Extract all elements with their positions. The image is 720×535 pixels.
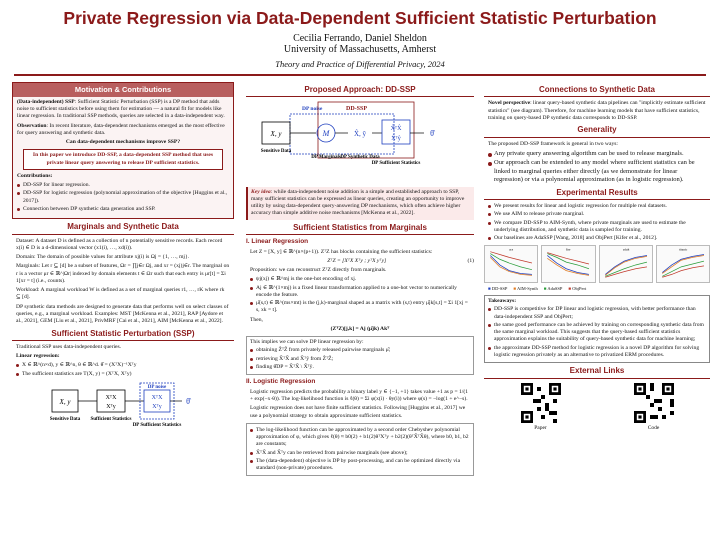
takeaways-list [488,306,706,359]
dd-noise-box [290,114,394,154]
contribution-item: Connection between DP synthetic data generation and SSP. [17,206,229,213]
generality-intro: The proposed DD-SSP framework is general in two ways: [488,140,618,147]
authors: Cecilia Ferrando, Daniel Sheldon [293,33,427,44]
ssp-data-text: X, y [59,397,71,406]
ssp-dp-t1: XᵀX [151,394,163,401]
then-label: Then, [250,316,263,323]
contribution-item: DD-SSP for linear regression. [17,182,229,189]
logistic-list [250,427,470,473]
ssp-dp-t2: Xᵀy [152,403,162,410]
dd-t1: X̂ᵀX̂ [390,126,402,133]
ssp-diagram [12,380,234,440]
qr-icon [521,383,561,423]
ddssp-diagram [246,100,474,180]
results-panel [599,245,653,283]
experiments-list [488,203,706,242]
poster-title: Private Regression via Data-Dependent Sufficient Statistic Perturbation [63,8,657,28]
legend-entry: ■ AdaSSP [543,286,563,292]
legend-entry: ■ DD-SSP [488,286,508,292]
results-panel [541,245,595,283]
qr-icon [634,383,674,423]
marginals-def: Marginals: Let r ⊆ [d] be a subset of features, Ωr = ∏j∈r Ωj, and xr = (xj)j∈r. The marginal on r is a vector μr ∈ ℝ^|Ωr| indexed by domain elements t ∈ Ωr such that each entry is μr[t] = Σi 1[xr = t] (i.e., counts). [16,263,230,284]
linear-intro: Let Z = [X, y] ∈ ℝ^(n×(p+1)). ZᵀZ has blocks containing the sufficient statistics: [250,248,433,255]
conference: Theory and Practice of Differential Privacy, 2024 [275,59,445,69]
approach-title: Proposed Approach: DD-SSP [246,85,474,97]
proposition-item: Aj ∈ ℝ^(1×mj) is a fixed linear transformation applied to a one-hot vector to numerically encode the feature. [250,285,470,300]
logistic-title: II. Logistic Regression [246,378,316,386]
dd-data-label: Sensitive Data [260,149,292,155]
marginals-synth: DP synthetic data methods are designed to generate data that performs well on select classes of queries, e.g., a marginal workload. Examples: MST [McKenna et al., 2021], RAP [Aydore et al., 2021], GEM [Liu et al., 2021], PrivMRF [Cai et al., 2021], AIM [McKenna et al., 2022]. [16,303,229,325]
affiliation: University of Massachusetts, Amherst [283,44,437,55]
ssp-title: Sufficient Statistic Perturbation (SSP) [12,329,234,341]
results-figures [484,245,710,283]
poster-header [0,0,720,78]
ssp-t1: XᵀX [105,394,117,401]
logistic-item: The log-likelihood function can be approximated by a second order Chebyshev polynomial approximation of φ, which gives ℓ(θ) ≈ b0(2) + b1(2)θᵀXᵀy + b2(2)(θᵀX̃ᵀX̃θ), where b0, b1, b2 are constants; [250,427,470,449]
logistic-box [246,423,474,477]
series-line [605,257,647,276]
box-list [250,347,470,371]
motivation-title: Motivation & Contributions [13,83,233,97]
motivation-highlight: In this paper we introduce DD-SSP, a data-dependent SSP method that uses private linear query answering to release DP sufficient statistics. [23,149,223,170]
equation-2: (ZᵀZ)[j,k] = Aj (μ̂jk) Akᵀ [330,325,390,332]
marginals-dataset: Dataset: A dataset D is defined as a collection of n potentially sensitive records. Each record x(i) ∈ D is a d-dimensional vector (x1(i), …, xd(i)). [16,237,223,251]
experiments-item: We use AIM to release private marginal. [488,211,706,218]
dd-data-text: X, y [270,130,282,139]
legend-entry: ■ ObjPert [568,286,587,292]
ssfm-title: Sufficient Statistics from Marginals [246,223,474,235]
equation-1: ZᵀZ = [XᵀX Xᵀy ; yᵀX yᵀy] (1) [327,257,474,264]
dd-ss-label: DP Sufficient Statistics [371,161,421,167]
panel-label: acs [509,248,514,253]
experiments-title: Experimental Results [484,188,710,200]
ssp-lr-item: X ∈ ℝ^(n×d), y ∈ ℝ^n, θ ∈ ℝ^d. θ̂ = (XᵀX)⁻¹Xᵀy [16,362,230,369]
synthetic-title: Connections to Synthetic Data [484,85,710,97]
linear-title: I. Linear Regression [246,238,309,246]
ssp-data-label: Sensitive Data [49,416,81,422]
ssp-lr-item: The sufficient statistics are T(X, y) = (XᵀX, Xᵀy) [16,371,230,378]
box-intro: This implies we can solve DP linear regression by: [250,339,364,346]
generality-item: Any private query answering algorithm can be used to release marginals. [488,150,706,158]
paper-caption: Paper [534,424,547,431]
contribution-item: DD-SSP for logistic regression (polynomial approximation of the objective [Huggins et al., 2017]). [17,190,229,205]
series-line [662,256,704,274]
column-right [484,82,710,431]
results-panel [484,245,538,283]
results-panel [656,245,710,283]
takeaway-item: DD-SSP is competitive for DP linear and logistic regression, with better performance than data-independent SSP and ObjPert; [488,306,706,321]
proposition-item: ψj(xj) ∈ ℝ^mj is the one-hot encoding of xj. [250,276,470,283]
motivation-question: Can data-dependent mechanisms improve SSP? [65,139,181,146]
contributions-list [17,182,229,213]
code-qr-code[interactable] [634,383,674,431]
takeaway-item: the approximate DD-SSP method for logistic regression is a novel DP algorithm for solving logistic regression privately as an alternative to privatized ERM procedures. [488,345,706,360]
takeaways-label: Takeaways: [488,298,517,305]
generality-item: Our approach can be extended to any model where sufficient statistics can be linked to marginal queries either directly (as we demonstrate for linear regression) or via a polynomial approximation (as in logistic regression). [488,159,706,184]
dd-xhat-label: DP Synthetic Data [340,155,380,161]
marginals-domain: Domain: The domain of possible values for attribute xj(i) is Ωj = {1, …, mj}. [16,254,190,261]
ssp-lr-list [16,362,230,378]
synthetic-p: Novel perspective: linear query-based synthetic data pipelines can "implicitly estimate sufficient statistics" (see diagram). Therefore, for machine learning models that have sufficient statistics, training on query-based DP synthetic data corresponds to DD-SSP. [488,100,706,121]
ssp-t2: Xᵀy [106,403,116,410]
generality-list [488,150,706,185]
linear-solution-box [246,336,474,375]
generality-title: Generality [484,125,710,137]
dd-noise-label: DP noise [302,106,323,113]
panel-label: adult [622,248,629,253]
series-line [548,256,590,275]
panel-label: titanic [678,248,687,253]
dd-label: DD-SSP [346,106,368,113]
logistic-p1: Logistic regression predicts the probability a binary label y ∈ {−1, +1} takes value +1 as p = 1/(1 + exp(−x·θ)). The log-likelihood function is ℓ(θ) = Σi φ(x(i) · θy(i)) where φ(s) = −log(1 + e^−s). [250,388,469,402]
marginals-workload: Workload: A marginal workload W is defined as a set of marginal queries r1, …, rK where rk ⊆ [d]. [16,287,225,301]
experiments-item: We compare DD-SSP to AIM-Synth, where private marginals are used to estimate the underlying distribution, and synthetic data is sampled for training. [488,220,706,235]
ssp-lr-label: Linear regression: [16,353,60,360]
marginals-title: Marginals and Synthetic Data [12,222,234,234]
key-idea: Key idea: while data-independent noise addition is a simple and established approach to SSP, many sufficient statistics can be expressed as linear queries, creating an opportunity to improve utility by using data-dependent query-answering DP mechanisms, which often achieve higher accuracy than simple additive noise mechanisms [McKenna et al., 2022]. [246,187,474,220]
results-legend [488,286,706,292]
series-line [490,256,532,275]
series-line [490,258,532,276]
ssp-dpss-label: DP Sufficient Statistics [132,422,182,428]
experiments-item: Our baselines are AdaSSP [Wang, 2018] and ObjPert [Kifer et al., 2012]. [488,235,706,242]
motivation-p2: Observation: In recent literature, data-dependent mechanisms emerged as the most effective for query answering and synthetic data. [17,122,225,136]
proposition-item: μ̂(s,t) ∈ ℝ^(ms×mt) is the (j,k)-marginal shaped as a matrix with (s,t) entry μ̂jk[s,t] = Σi 1[xj = s, xk = t]. [250,300,470,315]
proposition: Proposition: we can reconstruct ZᵀZ directly from marginals. [250,267,387,274]
contributions-label: Contributions: [17,172,53,179]
dd-xhat: X̂, ŷ [353,130,367,139]
experiments-item: We present results for linear and logistic regression for multiple real datasets. [488,203,706,210]
paper-qr-code[interactable] [521,383,561,431]
column-left [12,82,234,443]
proposition-list [250,276,470,314]
dd-m-label: DP Marginals [311,155,341,161]
takeaways-box [484,295,710,363]
ssp-intro: Traditional SSP uses data-independent queries. [16,343,122,350]
ssp-noise-label: DP noise [147,384,167,390]
ssp-out: θ̂ [186,396,190,406]
logistic-item: The (data-dependent) objective is DP by post-processing, and can be optimized directly via standard (non-private) procedures. [250,458,470,473]
motivation-box [12,82,234,219]
box-item: finding θ̂DP = X̂ᵀX̂ \ X̂ᵀŷ. [250,364,470,371]
ssp-ss-label: Sufficient Statistics [90,416,132,422]
series-line [605,256,647,275]
dd-m: M [322,129,330,139]
series-line [548,254,590,269]
panel-label: fire [566,248,571,253]
column-middle [246,82,474,479]
box-item: obtaining ẐᵀẐ from privately released pairwise marginals μ̂; [250,347,470,354]
takeaway-item: the same good performance can be achieved by training on corresponding synthetic data from the same marginal workload. This suggests that the query-based sufficient statistics approximation explains the suitability of query-based synthetic data for machine learning; [488,322,706,344]
qr-row [484,383,710,431]
box-item: retrieving X̂ᵀX̂ and X̂ᵀŷ from ẐᵀẐ; [250,356,470,363]
dd-t2: X̂ᵀŷ [391,136,401,143]
logistic-p2: Logistic regression does not have finite sufficient statistics. Following [Huggins et al., 2017] we use a polynomial strategy to obtain approximate sufficient statistics. [250,405,466,419]
motivation-p1: (Data-independent) SSP: Sufficient Statistic Perturbation (SSP) is a DP method that adds noise to sufficient statistics before using them for estimation — a natural fit for models like linear regression. In traditional SSP methods, queries are selected in a data-independent way. [17,98,225,120]
links-title: External Links [484,366,710,378]
code-caption: Code [647,424,660,431]
legend-entry: ■ AIM-Synth [513,286,538,292]
logistic-item: X̃ᵀX̃ and X̃ᵀy can be retrieved from pairwise marginals (see above); [250,450,470,457]
header-rule [14,74,706,76]
dd-out: θ̂ [430,129,434,139]
